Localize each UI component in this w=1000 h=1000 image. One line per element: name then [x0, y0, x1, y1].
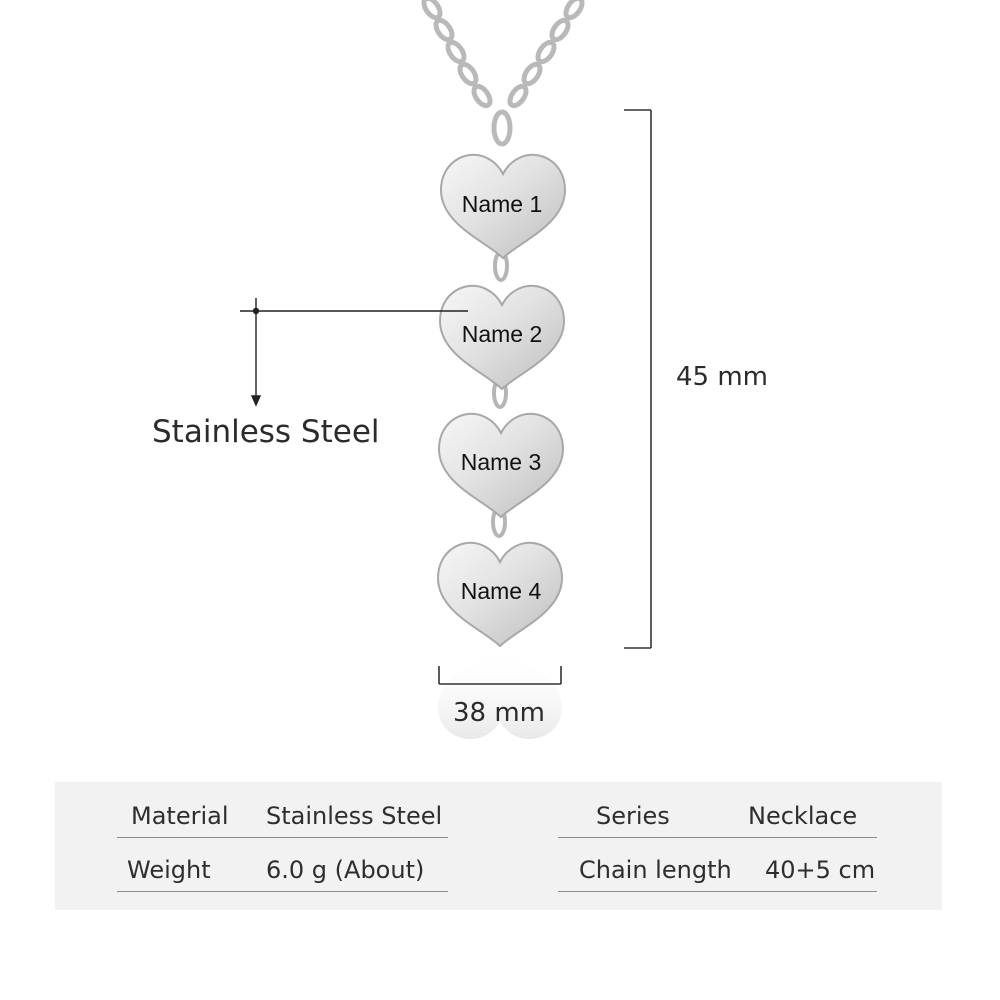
height-dimension-label: 45 mm	[676, 362, 769, 392]
pendant-name-1: Name 1	[461, 191, 543, 217]
spec-value-weight: 6.0 g (About)	[266, 856, 425, 884]
spec-label-material: Material	[131, 802, 229, 830]
spec-divider	[558, 891, 877, 892]
spec-label-weight: Weight	[127, 856, 211, 884]
pendant-name-2: Name 2	[461, 321, 543, 347]
height-dimension-bracket	[624, 110, 651, 648]
material-callout	[240, 298, 468, 405]
pendant-name-3: Name 3	[460, 449, 542, 475]
spec-label-series: Series	[596, 802, 670, 830]
material-label: Stainless Steel	[152, 414, 380, 450]
chain	[421, 0, 585, 144]
pendant-name-4: Name 4	[460, 578, 542, 604]
width-dimension-label: 38 mm	[453, 698, 546, 728]
spec-divider	[117, 891, 448, 892]
spec-value-series: Necklace	[748, 802, 858, 830]
spec-value-material: Stainless Steel	[266, 802, 443, 830]
spec-divider	[117, 837, 448, 838]
spec-table	[55, 782, 942, 910]
spec-divider	[558, 837, 877, 838]
spec-value-chain-length: 40+5 cm	[765, 856, 876, 884]
spec-label-chain-length: Chain length	[579, 856, 732, 884]
